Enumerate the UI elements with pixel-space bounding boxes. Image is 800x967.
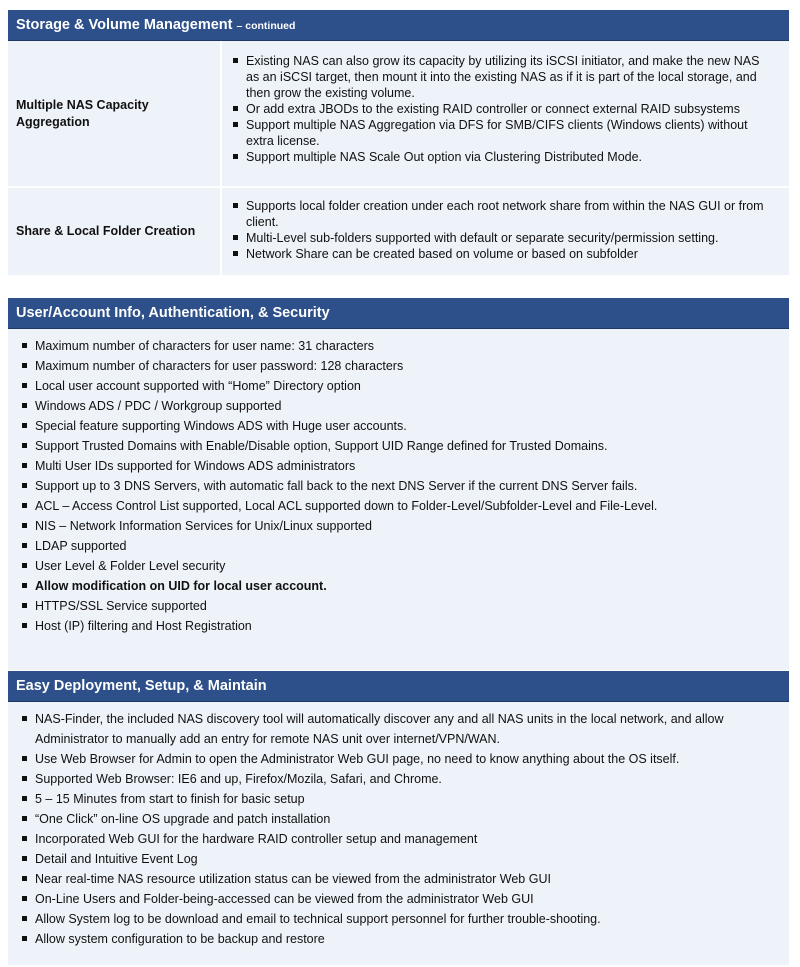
list-item: Multi User IDs supported for Windows ADS administrators xyxy=(19,456,779,476)
deployment-title: Easy Deployment, Setup, & Maintain xyxy=(16,678,267,694)
list-item: Support multiple NAS Aggregation via DFS for SMB/CIFS clients (Windows clients) without extra license. xyxy=(230,117,775,149)
list-item: User Level & Folder Level security xyxy=(19,556,779,576)
list-item: NIS – Network Information Services for Unix/Linux supported xyxy=(19,516,779,536)
list-item: “One Click” on-line OS upgrade and patch installation xyxy=(19,809,779,829)
feature-label: Multiple NAS Capacity Aggregation xyxy=(8,41,222,186)
list-item: Supports local folder creation under each root network share from within the NAS GUI or from client. xyxy=(230,198,775,230)
storage-section xyxy=(8,10,789,275)
deployment-section xyxy=(8,671,789,965)
user-security-title: User/Account Info, Authentication, & Security xyxy=(16,305,330,321)
list-item: Use Web Browser for Admin to open the Administrator Web GUI page, no need to know anything about the OS itself. xyxy=(19,749,779,769)
list-item: ACL – Access Control List supported, Local ACL supported down to Folder-Level/Subfolder-Level and File-Level. xyxy=(19,496,779,516)
list-item: Near real-time NAS resource utilization status can be viewed from the administrator Web GUI xyxy=(19,869,779,889)
list-item: HTTPS/SSL Service supported xyxy=(19,596,779,616)
deployment-header xyxy=(8,671,789,702)
list-item: NAS-Finder, the included NAS discovery tool will automatically discover any and all NAS units in the local network, and allow Administrator to manually add an entry for remote NAS unit over internet/VPN/WAN. xyxy=(19,709,779,749)
list-item: LDAP supported xyxy=(19,536,779,556)
list-item: Support Trusted Domains with Enable/Disable option, Support UID Range defined for Trusted Domains. xyxy=(19,436,779,456)
list-item: Allow system configuration to be backup and restore xyxy=(19,929,779,949)
list-item: Supported Web Browser: IE6 and up, Firefox/Mozila, Safari, and Chrome. xyxy=(19,769,779,789)
feature-details xyxy=(222,41,789,186)
list-item: Detail and Intuitive Event Log xyxy=(19,849,779,869)
storage-section-header xyxy=(8,10,789,41)
list-item: Support up to 3 DNS Servers, with automatic fall back to the next DNS Server if the current DNS Server fails. xyxy=(19,476,779,496)
list-item: Allow System log to be download and email to technical support personnel for further trouble-shooting. xyxy=(19,909,779,929)
list-item: 5 – 15 Minutes from start to finish for basic setup xyxy=(19,789,779,809)
list-item: Local user account supported with “Home” Directory option xyxy=(19,376,779,396)
user-security-section xyxy=(8,298,789,670)
user-security-body xyxy=(8,329,789,670)
list-item: Support multiple NAS Scale Out option via Clustering Distributed Mode. xyxy=(230,149,775,165)
list-item: Windows ADS / PDC / Workgroup supported xyxy=(19,396,779,416)
feature-row-share-folder xyxy=(8,186,789,275)
deployment-body xyxy=(8,702,789,965)
list-item: Network Share can be created based on volume or based on subfolder xyxy=(230,246,775,262)
feature-details xyxy=(222,188,789,275)
storage-section-title: Storage & Volume Management xyxy=(16,17,233,33)
list-item: Allow modification on UID for local user account. xyxy=(19,576,779,596)
list-item: On-Line Users and Folder-being-accessed can be viewed from the administrator Web GUI xyxy=(19,889,779,909)
list-item: Special feature supporting Windows ADS with Huge user accounts. xyxy=(19,416,779,436)
list-item: Maximum number of characters for user password: 128 characters xyxy=(19,356,779,376)
feature-row-nas-aggregation xyxy=(8,41,789,186)
list-item: Existing NAS can also grow its capacity by utilizing its iSCSI initiator, and make the new NAS as an iSCSI target, then mount it into the existing NAS as if it is part of the local storage, and then grow the existing volume. xyxy=(230,53,775,101)
storage-section-title-suffix: – continued xyxy=(236,20,296,32)
user-security-header xyxy=(8,298,789,329)
feature-label: Share & Local Folder Creation xyxy=(8,188,222,275)
list-item: Maximum number of characters for user name: 31 characters xyxy=(19,336,779,356)
list-item: Incorporated Web GUI for the hardware RAID controller setup and management xyxy=(19,829,779,849)
list-item: Host (IP) filtering and Host Registration xyxy=(19,616,779,636)
list-item: Multi-Level sub-folders supported with default or separate security/permission setting. xyxy=(230,230,775,246)
storage-section-body xyxy=(8,41,789,275)
list-item: Or add extra JBODs to the existing RAID controller or connect external RAID subsystems xyxy=(230,101,775,117)
